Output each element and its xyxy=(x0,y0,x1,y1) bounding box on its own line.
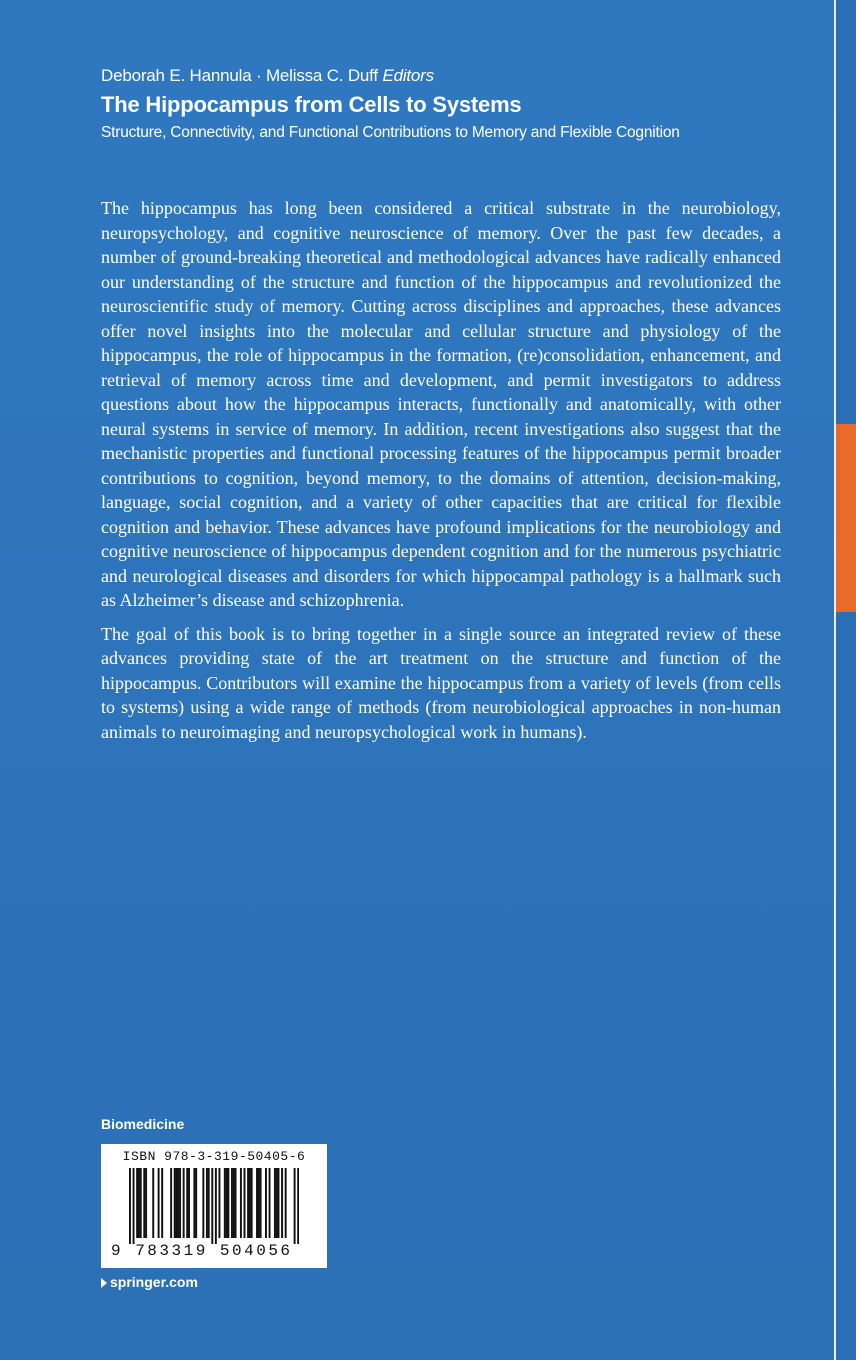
barcode-bars xyxy=(129,1168,299,1244)
barcode-bar xyxy=(227,1168,229,1238)
barcode-bar xyxy=(140,1168,142,1238)
website-label: springer.com xyxy=(110,1274,198,1290)
barcode-bar xyxy=(208,1168,210,1238)
barcode-bar xyxy=(176,1168,178,1238)
barcode-bar xyxy=(193,1168,195,1238)
ean-digits: 9 783319 504056 xyxy=(111,1242,293,1260)
barcode-bar xyxy=(231,1168,233,1238)
barcode-bar xyxy=(158,1168,160,1238)
barcode-bar xyxy=(133,1168,135,1244)
barcode-bar xyxy=(285,1168,287,1238)
spine-color-band xyxy=(836,424,856,612)
publisher-website[interactable] xyxy=(101,1274,198,1290)
barcode-bar xyxy=(244,1168,246,1238)
barcode-bar xyxy=(265,1168,267,1238)
barcode-bar xyxy=(174,1168,176,1238)
barcode-bar xyxy=(269,1168,271,1238)
book-title: The Hippocampus from Cells to Systems xyxy=(101,92,522,117)
book-header xyxy=(101,64,821,144)
barcode-bar xyxy=(145,1168,147,1238)
editors-line xyxy=(101,64,821,88)
book-subtitle: Structure, Connectivity, and Functional Contributions to Memory and Flexible Cognition xyxy=(101,124,680,141)
barcode-bar xyxy=(235,1168,237,1238)
subject-category: Biomedicine xyxy=(101,1116,185,1132)
barcode-bar xyxy=(161,1168,163,1238)
editors-role: Editors xyxy=(382,66,434,85)
barcode-bar xyxy=(224,1168,226,1238)
barcode-bar xyxy=(152,1168,154,1238)
isbn-number: ISBN 978-3-319-50405-6 xyxy=(122,1149,306,1164)
barcode-bar xyxy=(226,1168,228,1238)
barcode-bar xyxy=(249,1168,251,1238)
barcode-bar xyxy=(281,1168,283,1238)
barcode-bar xyxy=(186,1168,188,1238)
barcode-bar xyxy=(233,1168,235,1238)
barcode-bar xyxy=(188,1168,190,1238)
barcode-bar xyxy=(136,1168,138,1238)
blurb-paragraph-1: The hippocampus has long been considered a critical substrate in the neurobiology, neuropsychology, and cognitive neuroscience of memory. Over the past few decades, a number of ground-breaking theoretical and methodological advances have radically enhanced our understanding of the structure and function of the hippocampus and revolutionized the neuroscientific study of memory. Cutting across disciplines and approaches, these advances offer novel insights into the molecular and cellular structure and physiology of the hippocampus, the role of hippocampus in the formation, (re)consolidation, enhancement, and retrieval of memory across time and development, and permit investigators to address questions about how the hippocampus interacts, functionally and anatomically, with other neural systems in service of memory. In addition, recent investigations also suggest that the mechanistic properties and functional processing features of the hippocampus permit broader contributions to cognition, beyond memory, to the domains of attention, decision-making, language, social cognition, and a variety of other capacities that are critical for flexible cognition and behavior. These advances have profound implications for the neurobiology and cognitive neuroscience of hippocampus dependent cognition and for the numerous psychiatric and neurological diseases and disorders for which hippocampal pathology is a hallmark such as Alzheimer’s disease and schizophrenia. xyxy=(101,198,781,610)
barcode-bar xyxy=(138,1168,140,1238)
isbn-barcode xyxy=(101,1144,327,1268)
barcode-bar xyxy=(278,1168,280,1238)
barcode-bar xyxy=(276,1168,278,1238)
barcode-bar xyxy=(202,1168,204,1238)
barcode-bar xyxy=(183,1168,185,1238)
barcode-bar xyxy=(258,1168,260,1238)
blurb xyxy=(101,196,781,753)
barcode-bar xyxy=(211,1168,213,1244)
barcode-bar xyxy=(206,1168,208,1238)
barcode-bar xyxy=(129,1168,131,1244)
barcode-bar xyxy=(247,1168,249,1238)
barcode-bar xyxy=(251,1168,253,1238)
arrow-right-icon xyxy=(101,1278,107,1288)
barcode-bar xyxy=(297,1168,299,1244)
barcode-bar xyxy=(274,1168,276,1238)
barcode-bar xyxy=(240,1168,242,1238)
barcode-bar xyxy=(218,1168,220,1238)
barcode-bar xyxy=(170,1168,172,1238)
blurb-paragraph-2: The goal of this book is to bring together in a single source an integrated review of these advances providing state of the art treatment on the structure and function of the hippocampus. Contributors will examine the hippocampus from a variety of levels (from cells to systems) using a wide range of methods (from neurobiological approaches in non-human animals to neuroimaging and neuropsychological work in humans). xyxy=(101,623,781,742)
barcode-bar xyxy=(256,1168,258,1238)
editor-names: Deborah E. Hannula · Melissa C. Duff xyxy=(101,66,378,85)
barcode-bar xyxy=(179,1168,181,1238)
barcode-bar xyxy=(260,1168,262,1238)
barcode-bar xyxy=(195,1168,197,1238)
spine xyxy=(836,0,856,1360)
barcode-bar xyxy=(294,1168,296,1244)
barcode-bar xyxy=(143,1168,145,1238)
barcode-bar xyxy=(215,1168,217,1244)
barcode-bar xyxy=(177,1168,179,1238)
